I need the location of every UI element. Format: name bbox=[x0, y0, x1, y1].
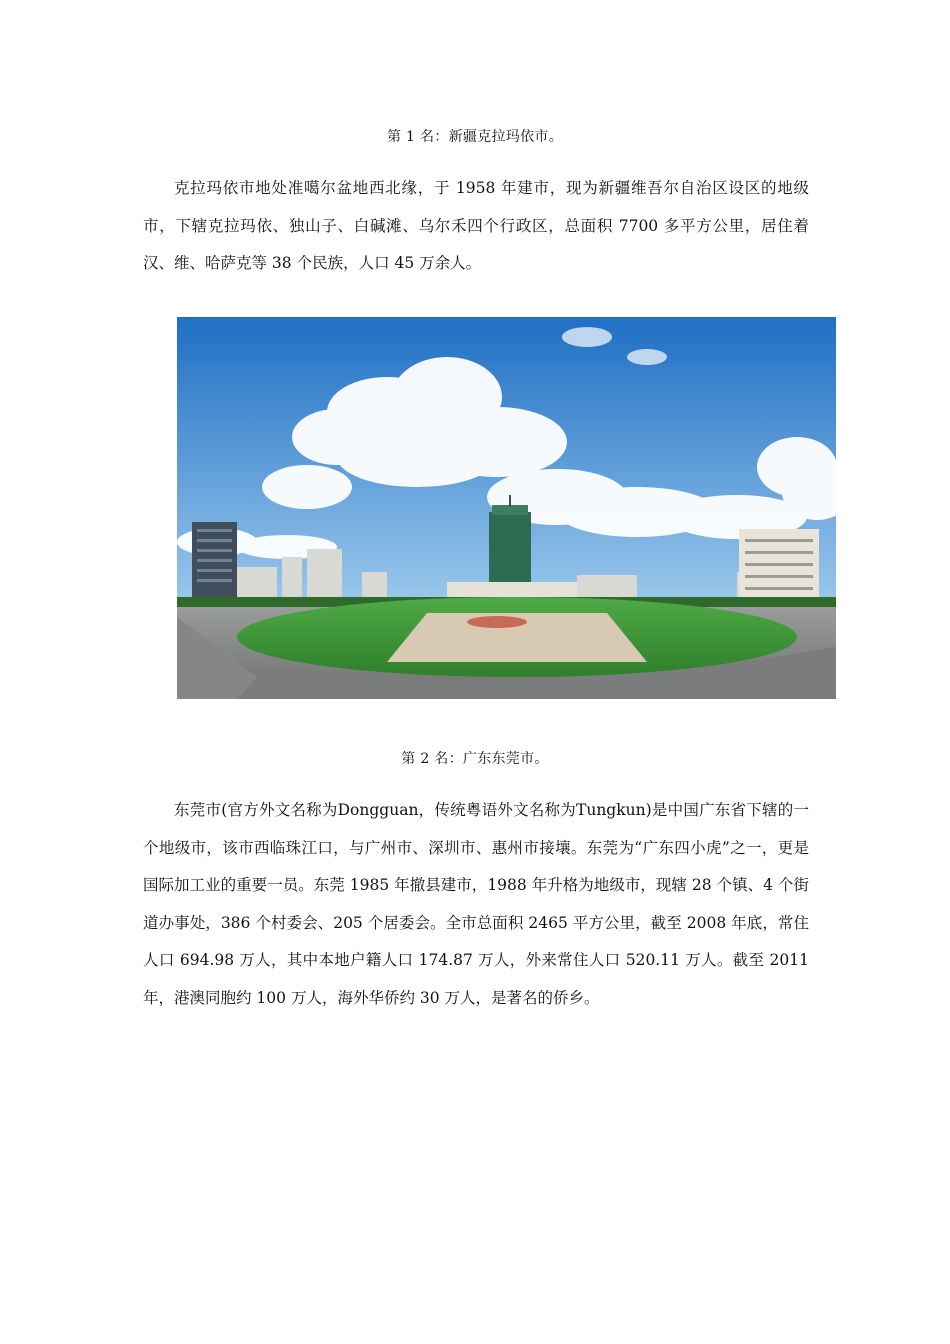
section-1-paragraph: 克拉玛依市地处准噶尔盆地西北缘，于 1958 年建市，现为新疆维吾尔自治区设区的地级市，下辖克拉玛依、独山子、白碱滩、乌尔禾四个行政区，总面积 7700 多平方公里，居住着汉、维、哈萨克等 38 个民族，人口 45 万余人。 bbox=[143, 179, 809, 273]
city-square-photo bbox=[177, 317, 836, 699]
section-2-paragraph: 东莞市(官方外文名称为Dongguan，传统粤语外文名称为Tungkun)是中国广东省下辖的一个地级市，该市西临珠江口，与广州市、深圳市、惠州市接壤。东莞为“广东四小虎”之一，更是国际加工业的重要一员。东莞 1985 年撤县建市，1988 年升格为地级市，现辖 28 个镇、4 个街道办事处，386 个村委会、205 个居委会。全市总面积 2465 平方公里，截至 2008 年底，常住人口 694.98 万人，其中本地户籍人口 174.87 万人，外来常住人口 520.11 万人。截至 2011 年，港澳同胞约 100 万人，海外华侨约 30 万人，是著名的侨乡。 bbox=[143, 801, 809, 1007]
section-1-caption: 第 1 名：新疆克拉玛依市。 bbox=[386, 129, 563, 145]
section-2-caption: 第 2 名：广东东莞市。 bbox=[401, 751, 549, 767]
